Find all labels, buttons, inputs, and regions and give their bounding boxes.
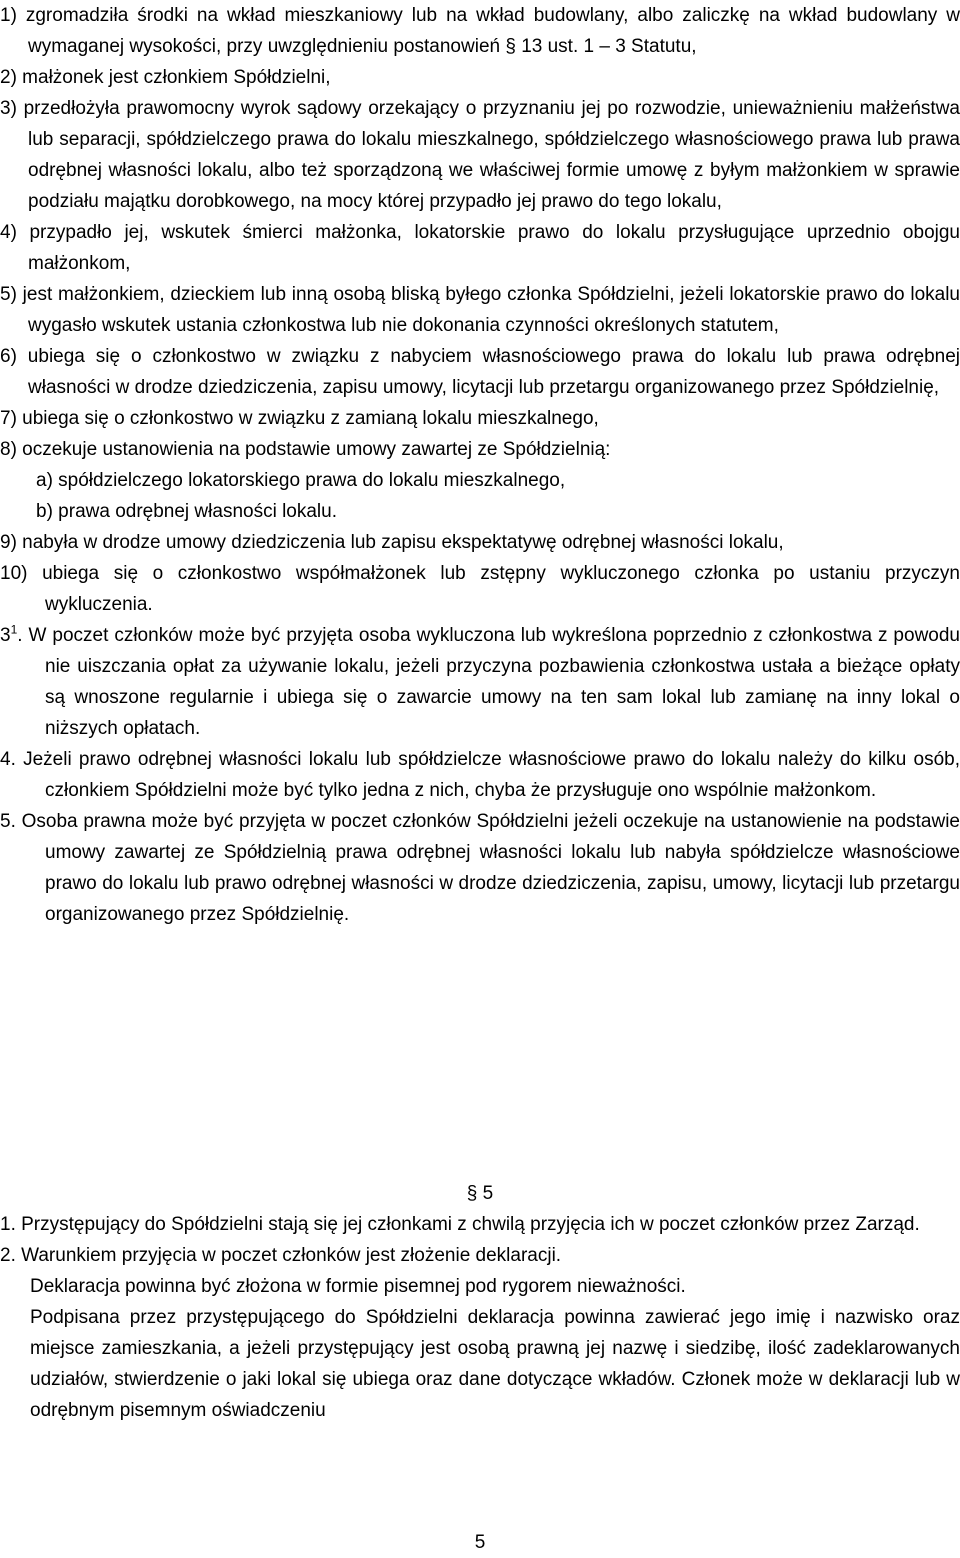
section-heading: § 5 [466, 1183, 494, 1204]
section-5-body [0, 1209, 960, 1426]
list-item-1: 1) zgromadziła środki na wkład mieszkaniowy lub na wkład budowlany, albo zaliczkę na wkład budowlany w wymaganej wysokości, przy uwzględnieniu postanowień § 13 ust. 1 – 3 Statutu, [0, 5, 960, 57]
list-item-10: 10) ubiega się o członkostwo współmałżonek lub zstępny wykluczonego członka po ustaniu przyczyn wykluczenia. [0, 563, 960, 615]
list-item-7: 7) ubiega się o członkostwo w związku z zamianą lokalu mieszkalnego, [0, 408, 599, 429]
list-item-6: 6) ubiega się o członkostwo w związku z nabyciem własnościowego prawa do lokalu lub prawa odrębnej własności w drodze dziedziczenia, zapisu umowy, licytacji lub przetargu organizowanego przez Spółdzielnię, [0, 346, 960, 398]
page-number: 5 [474, 1532, 486, 1553]
point-4: 4. Jeżeli prawo odrębnej własności lokalu lub spółdzielcze własnościowe prawo do lokalu należy do kilku osób, członkiem Spółdzielni może być tylko jedna z nich, chyba że przysługuje ono wspólnie małżonkom. [0, 749, 960, 801]
list-item-8a: a) spółdzielczego lokatorskiego prawa do lokalu mieszkalnego, [36, 470, 566, 491]
section-5-point-2-line-3: Podpisana przez przystępującego do Spółdzielni deklaracja powinna zawierać jego imię i nazwisko oraz miejsce zamieszkania, a jeżeli przystępujący jest osobą prawną jej nazwę i siedzibę, ilość zadeklarowanych udziałów, stwierdzenie o jaki lokal się ubiega oraz dane dotyczące wkładów. Członek może w deklaracji lub w odrębnym pisemnym oświadczeniu [30, 1307, 960, 1421]
section-5-point-2-line-2: Deklaracja powinna być złożona w formie pisemnej pod rygorem nieważności. [30, 1276, 686, 1297]
list-item-8: 8) oczekuje ustanowienia na podstawie umowy zawartej ze Spółdzielnią: [0, 439, 611, 460]
list-item-5: 5) jest małżonkiem, dzieckiem lub inną osobą bliską byłego członka Spółdzielni, jeżeli lokatorskie prawo do lokalu wygasło wskutek ustania członkostwa lub nie dokonania czynności określonych statutem, [0, 284, 960, 336]
list-item-3: 3) przedłożyła prawomocny wyrok sądowy orzekający o przyznaniu jej po rozwodzie, unieważnieniu małżeństwa lub separacji, spółdzielczego prawa do lokalu mieszkalnego, spółdzielczego własnościowego prawa lub prawa odrębnej własności lokalu, albo też sporządzoną we właściwej formie umowę z byłym małżonkiem w sprawie podziału majątku dorobkowego, na mocy której przypadło jej prawo do tego lokalu, [0, 98, 960, 212]
section-5-point-2: 2. Warunkiem przyjęcia w poczet członków jest złożenie deklaracji. [0, 1245, 562, 1266]
point-5: 5. Osoba prawna może być przyjęta w poczet członków Spółdzielni jeżeli oczekuje na ustanowienie na podstawie umowy zawartej ze Spółdzielnią prawa odrębnej własności lokalu lub nabyła spółdzielcze własnościowe prawo do lokalu lub prawo odrębnej własności w drodze dziedziczenia, zapisu, umowy, licytacji lub przetargu organizowanego przez Spółdzielnię. [0, 811, 960, 925]
point-3-1 [0, 620, 960, 744]
list-item-4: 4) przypadło jej, wskutek śmierci małżonka, lokatorskie prawo do lokalu przysługujące uprzednio obojgu małżonkom, [0, 222, 960, 274]
section-5-point-1: 1. Przystępujący do Spółdzielni stają się jej członkami z chwilą przyjęcia ich w poczet członków przez Zarząd. [0, 1214, 920, 1235]
point-3-1-number: 3 [0, 625, 11, 646]
point-3-1-text: . W poczet członków może być przyjęta osoba wykluczona lub wykreślona poprzednio z członkostwa z powodu nie uiszczania opłat za używanie lokalu, jeżeli przyczyna pozbawienia członkostwa ustała a bieżące opłaty są wnoszone regularnie i ubiega się o zawarcie umowy na ten sam lokal lub zamianę na inny lokal o niższych opłatach. [17, 625, 960, 739]
list-item-9: 9) nabyła w drodze umowy dziedziczenia lub zapisu ekspektatywę odrębnej własności lokalu, [0, 532, 784, 553]
list-item-2: 2) małżonek jest członkiem Spółdzielni, [0, 67, 331, 88]
list-item-8b: b) prawa odrębnej własności lokalu. [36, 501, 337, 522]
point-3-1-superscript: 1 [10, 622, 18, 637]
